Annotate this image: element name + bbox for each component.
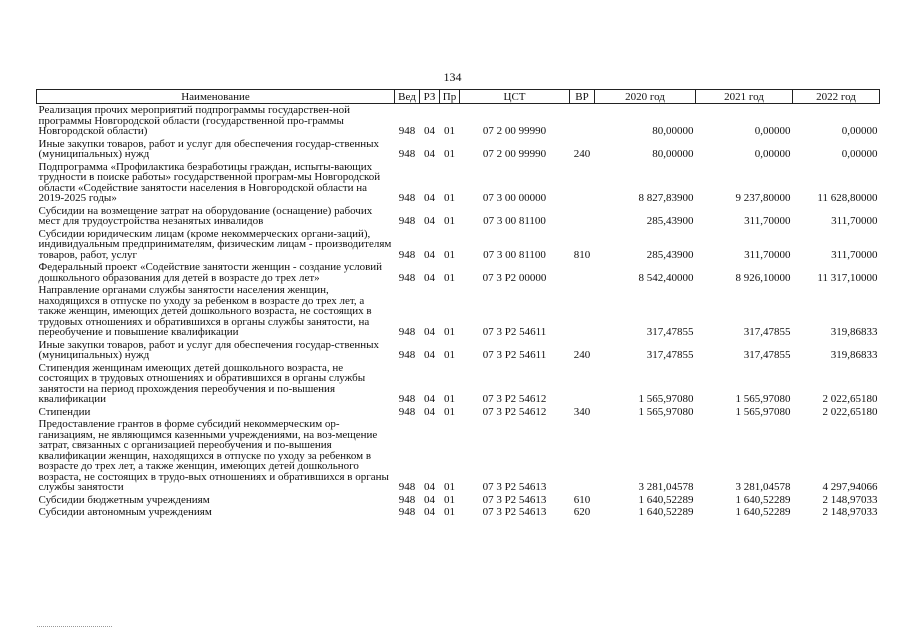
cell-rz: 04 [424, 192, 435, 204]
cell-2022: 4 297,94066 [822, 481, 878, 493]
cell-rz: 04 [424, 271, 435, 284]
cell-name: Федеральный проект «Содействие занятости женщин - создание условий дошкольного образования для детей в возрасте до трех лет» [38, 261, 383, 284]
header-2020: 2020 год [595, 90, 696, 104]
cell-pr: 01 [444, 215, 455, 227]
cell-2022: 2 022,65180 [822, 405, 878, 418]
cell-2022: 11 317,10000 [817, 271, 878, 284]
cell-rz: 04 [424, 393, 435, 405]
table-row [37, 506, 880, 519]
cell-2021: 311,70000 [744, 215, 791, 227]
cell-cst: 07 3 P2 54612 [482, 393, 547, 405]
table-header-row [37, 90, 880, 104]
cell-rz: 04 [424, 125, 435, 137]
cell-vr [570, 205, 595, 228]
cell-2020: 317,47855 [646, 326, 694, 338]
cell-2020: 8 827,83900 [638, 192, 694, 204]
cell-rz: 04 [424, 248, 435, 261]
cell-2020: 1 640,52289 [638, 506, 694, 518]
cell-ved: 948 [398, 148, 416, 160]
cell-2022: 311,70000 [831, 248, 878, 261]
cell-pr: 01 [444, 493, 455, 506]
cell-pr: 01 [444, 405, 455, 418]
cell-vr [570, 261, 595, 284]
header-2021: 2021 год [696, 90, 793, 104]
cell-cst: 07 3 P2 54611 [482, 326, 547, 338]
cell-2020: 80,00000 [652, 148, 694, 160]
cell-name: Предоставление грантов в форме субсидий некоммерческим ор-ганизациям, не являющимся казенными учреждениями, на воз-мещение затрат, связанных с организацией переобучения и по-вышения квалификации женщин, находящихся в отпуске по уходу за ребенком в возрасте до трех лет, а также женщин, имеющих детей дошкольного возраста, не состоящих в трудо-вых отношениях и обратившихся в органы службы занятости [38, 418, 389, 493]
cell-cst: 07 3 00 81100 [483, 215, 546, 227]
cell-ved: 948 [398, 248, 416, 261]
header-rz: РЗ [420, 90, 440, 104]
header-vr: ВР [570, 90, 595, 104]
cell-2022: 11 628,80000 [817, 192, 878, 204]
header-name: Наименование [37, 90, 395, 104]
cell-2022: 2 148,97033 [822, 493, 878, 506]
cell-ved: 948 [398, 393, 416, 405]
cell-vr [570, 161, 595, 205]
cell-ved: 948 [398, 215, 416, 227]
cell-2021: 9 237,80000 [735, 192, 791, 204]
cell-rz: 04 [424, 215, 435, 227]
cell-pr: 01 [444, 148, 455, 160]
table-row [37, 161, 880, 205]
cell-2021: 0,00000 [754, 148, 791, 160]
cell-rz: 04 [424, 481, 435, 493]
cell-name: Субсидии бюджетным учреждениям [38, 493, 210, 506]
table-row [37, 406, 880, 419]
header-cst: ЦСТ [460, 90, 570, 104]
cell-name: Реализация прочих мероприятий подпрограммы государствен-ной программы Новгородской области (государственной про-граммы Новгородской области) [38, 104, 351, 137]
cell-2022: 2 022,65180 [822, 393, 878, 405]
cell-ved: 948 [398, 405, 416, 418]
cell-name: Иные закупки товаров, работ и услуг для обеспечения государ-ственных (муниципальных) нужд [38, 137, 380, 160]
cell-2021: 317,47855 [743, 326, 791, 338]
cell-2020: 1 565,97080 [638, 393, 694, 405]
cell-name: Стипендия женщинам имеющих детей дошкольного возраста, не состоящих в трудовых отношениях и обратившихся в органы службы занятости на период прохождения переобучения и по-вышения квалификации [38, 361, 366, 405]
cell-cst: 07 3 P2 54613 [482, 506, 547, 518]
cell-ved: 948 [398, 349, 416, 361]
cell-vr [570, 104, 595, 138]
table-row [37, 228, 880, 262]
cell-ved: 948 [398, 493, 416, 506]
cell-vr: 240 [573, 349, 591, 361]
cell-pr: 01 [444, 393, 455, 405]
page-number: 134 [443, 70, 462, 84]
cell-2020: 3 281,04578 [638, 481, 694, 493]
cell-vr: 240 [573, 148, 591, 160]
cell-ved: 948 [398, 506, 416, 518]
table-row [37, 362, 880, 406]
cell-name: Субсидии юридическим лицам (кроме некоммерческих органи-заций), индивидуальным предпринимателям, физическим лицам - производителям товаров, работ, услуг [38, 227, 392, 261]
cell-vr [570, 362, 595, 406]
cell-2021: 1 565,97080 [735, 393, 791, 405]
cell-pr: 01 [444, 349, 455, 361]
cell-rz: 04 [424, 493, 435, 506]
cell-rz: 04 [424, 506, 435, 518]
cell-pr: 01 [444, 506, 455, 518]
cell-rz: 04 [424, 326, 435, 338]
table-row [37, 284, 880, 339]
cell-name: Направление органами службы занятости населения женщин, находящихся в отпуске по уходу за ребенком в возрасте до трех лет, а также женщин, имеющих детей дошкольного возраста, не состоящих в трудовых отношениях и обратившихся в органы службы занятости, на переобучение и повышение квалификации [38, 284, 372, 338]
cell-2021: 1 565,97080 [735, 405, 791, 418]
budget-table [36, 89, 880, 519]
cell-2021: 311,70000 [744, 248, 791, 261]
cell-2022: 319,86833 [830, 326, 878, 338]
cell-ved: 948 [398, 192, 416, 204]
cell-ved: 948 [398, 125, 416, 137]
header-ved: Вед [395, 90, 420, 104]
table-row [37, 418, 880, 494]
cell-2021: 1 640,52289 [735, 493, 791, 506]
header-2022: 2022 год [793, 90, 880, 104]
cell-pr: 01 [444, 192, 455, 204]
cell-vr: 620 [573, 506, 591, 518]
cell-rz: 04 [424, 148, 435, 160]
cell-name: Стипендии [38, 405, 91, 418]
cell-cst: 07 3 P2 54613 [482, 493, 547, 506]
cell-cst: 07 2 00 99990 [482, 148, 547, 160]
cell-vr: 610 [573, 493, 591, 506]
cell-2021: 317,47855 [743, 349, 791, 361]
cell-2022: 0,00000 [841, 148, 878, 160]
cell-name: Иные закупки товаров, работ и услуг для обеспечения государ-ственных (муниципальных) нужд [38, 338, 380, 361]
cell-2022: 319,86833 [830, 349, 878, 361]
cell-2021: 8 926,10000 [735, 271, 791, 284]
table-row [37, 205, 880, 228]
cell-cst: 07 3 P2 54612 [482, 405, 547, 418]
cell-pr: 01 [444, 326, 455, 338]
cell-cst: 07 3 00 81100 [483, 248, 546, 261]
table-row [37, 138, 880, 161]
cell-rz: 04 [424, 405, 435, 418]
cell-2020: 8 542,40000 [638, 271, 694, 284]
cell-name: Субсидии автономным учреждениям [38, 506, 212, 518]
cell-vr: 340 [573, 405, 591, 418]
cell-2022: 311,70000 [831, 215, 878, 227]
cell-cst: 07 3 P2 54613 [482, 481, 547, 493]
cell-vr [570, 284, 595, 339]
cell-2020: 1 565,97080 [638, 405, 694, 418]
cell-2020: 80,00000 [652, 125, 694, 137]
cell-vr [570, 418, 595, 494]
table-row [37, 261, 880, 284]
cell-pr: 01 [444, 125, 455, 137]
cell-name: Подпрограмма «Профилактика безработицы граждан, испыты-вающих трудности в поиске работы» государственной програм-мы Новгородской области «Содействие занятости населения в Новгородской области на 2019-2025 годы» [38, 160, 381, 204]
cell-2020: 1 640,52289 [638, 493, 694, 506]
cell-2022: 0,00000 [841, 125, 878, 137]
cell-vr: 810 [573, 248, 591, 261]
cell-cst: 07 3 00 00000 [482, 192, 547, 204]
footer-divider [37, 626, 112, 627]
cell-2021: 0,00000 [754, 125, 791, 137]
table-row [37, 494, 880, 507]
header-pr: Пр [440, 90, 460, 104]
table-row [37, 104, 880, 138]
cell-pr: 01 [444, 481, 455, 493]
cell-2021: 3 281,04578 [735, 481, 791, 493]
cell-ved: 948 [398, 271, 416, 284]
cell-ved: 948 [398, 326, 416, 338]
cell-2022: 2 148,97033 [822, 506, 878, 518]
cell-pr: 01 [444, 271, 455, 284]
cell-cst: 07 2 00 99990 [482, 125, 547, 137]
cell-2020: 285,43900 [646, 215, 694, 227]
cell-name: Субсидии на возмещение затрат на оборудование (оснащение) рабочих мест для трудоустройства незанятых инвалидов [38, 204, 373, 227]
cell-ved: 948 [398, 481, 416, 493]
cell-cst: 07 3 P2 54611 [482, 349, 547, 361]
cell-2020: 285,43900 [646, 248, 694, 261]
table-row [37, 339, 880, 362]
cell-2020: 317,47855 [646, 349, 694, 361]
cell-2021: 1 640,52289 [735, 506, 791, 518]
cell-rz: 04 [424, 349, 435, 361]
cell-cst: 07 3 P2 00000 [482, 271, 547, 284]
cell-pr: 01 [444, 248, 455, 261]
